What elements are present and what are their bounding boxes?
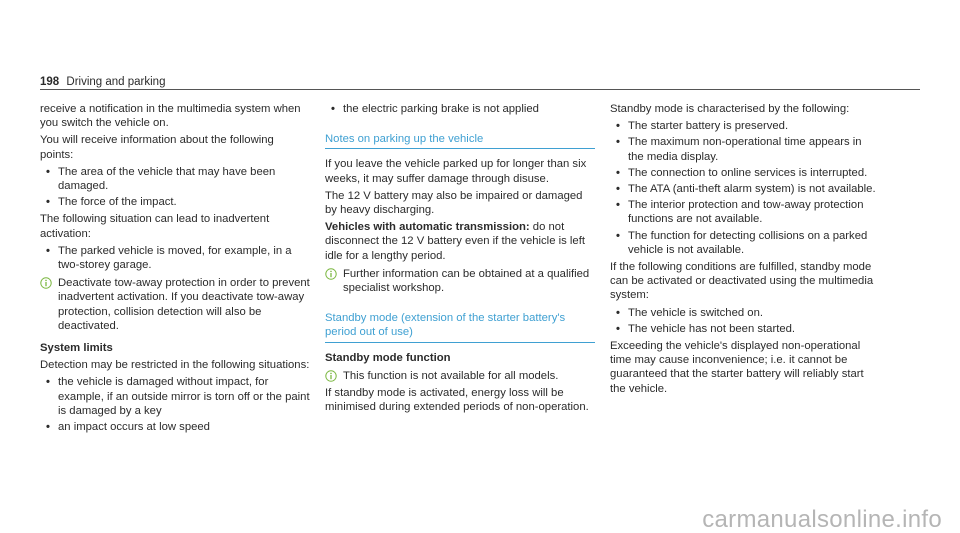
paragraph: You will receive information about the following points: <box>40 134 274 161</box>
list-item: • an impact occurs at low speed <box>40 420 310 434</box>
paragraph-text: do not disconnect the 12 V battery even if the vehicle is left idle for a lengthy period. <box>325 221 585 262</box>
paragraph <box>325 220 595 263</box>
list-item: • The force of the impact. <box>40 195 310 209</box>
section-heading: Standby mode (extension of the starter battery's period out of use) <box>325 311 595 342</box>
column-right <box>610 102 880 399</box>
header-rule <box>40 89 920 90</box>
section-title: Driving and parking <box>66 76 166 88</box>
bullet-list <box>610 119 880 257</box>
list-item: • the electric parking brake is not applied <box>325 102 595 116</box>
watermark: carmanualsonline.info <box>702 505 942 533</box>
paragraph: Standby mode is characterised by the following: <box>610 103 850 115</box>
page-header <box>40 75 165 89</box>
note-block <box>325 369 595 383</box>
note-block <box>40 276 310 333</box>
list-item: • The function for detecting collisions on a parked vehicle is not available. <box>610 229 880 257</box>
inline-heading: Vehicles with automatic transmission: <box>325 221 530 234</box>
section-heading: Notes on parking up the vehicle <box>325 132 595 149</box>
note-text: Deactivate tow-away protection in order to prevent inadvertent activation. If you deactivate tow-away protection, collision detection will also be deactivated. <box>58 277 310 332</box>
column-middle <box>325 102 595 417</box>
bullet-list <box>40 244 310 272</box>
bullet-list <box>40 165 310 210</box>
note-icon <box>40 277 52 289</box>
paragraph: The following situation can lead to inadvertent activation: <box>40 213 270 240</box>
paragraph: If the following conditions are fulfilled, standby mode can be activated or deactivated using the multimedia system: <box>610 261 874 302</box>
paragraph: If standby mode is activated, energy loss will be minimised during extended periods of non-operation. <box>325 387 589 414</box>
list-item: • The connection to online services is interrupted. <box>610 166 880 180</box>
note-icon <box>325 370 337 382</box>
list-item: • The vehicle is switched on. <box>610 306 880 320</box>
list-item: • The ATA (anti-theft alarm system) is not available. <box>610 182 880 196</box>
note-icon <box>325 268 337 280</box>
list-item: • The maximum non-operational time appears in the media display. <box>610 135 880 163</box>
note-text: This function is not available for all models. <box>343 369 559 382</box>
list-item: • The area of the vehicle that may have been damaged. <box>40 165 310 193</box>
paragraph: If you leave the vehicle parked up for longer than six weeks, it may suffer damage through disuse. <box>325 158 587 185</box>
paragraph: The 12 V battery may also be impaired or damaged by heavy discharging. <box>325 189 583 217</box>
list-item: • The parked vehicle is moved, for example, in a two-storey garage. <box>40 244 310 272</box>
note-block <box>325 267 595 295</box>
bullet-list <box>325 102 595 116</box>
bullet-list <box>40 375 310 434</box>
list-item: • The interior protection and tow-away protection functions are not available. <box>610 198 880 226</box>
paragraph: Exceeding the vehicle's displayed non-operational time may cause inconvenience; i.e. it cannot be guaranteed that the starter battery will reliably start the vehicle. <box>610 340 864 395</box>
bullet-list <box>610 306 880 336</box>
paragraph: receive a notification in the multimedia system when you switch the vehicle on. <box>40 103 301 130</box>
paragraph: Detection may be restricted in the following situations: <box>40 359 310 372</box>
page-number: 198 <box>40 76 60 88</box>
column-left <box>40 102 310 437</box>
section-heading: System limits <box>40 342 113 355</box>
list-item: • the vehicle is damaged without impact, for example, if an outside mirror is torn off or the paint is damaged by a key <box>40 375 310 418</box>
note-text: Further information can be obtained at a qualified specialist workshop. <box>343 267 590 295</box>
subsection-heading: Standby mode function <box>325 351 451 364</box>
list-item: • The vehicle has not been started. <box>610 322 880 336</box>
list-item: • The starter battery is preserved. <box>610 119 880 133</box>
